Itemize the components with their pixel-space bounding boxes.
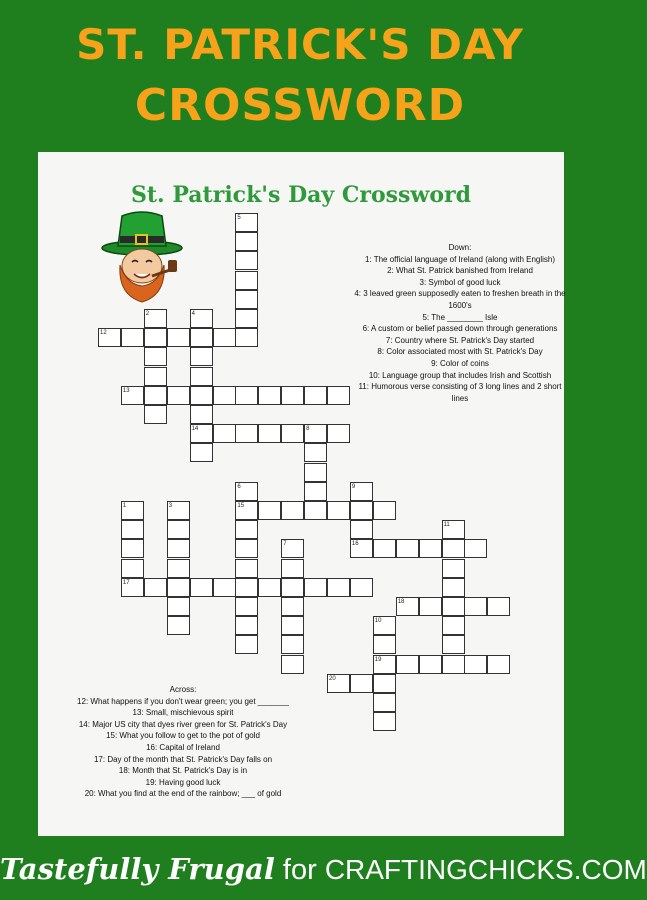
grid-cell[interactable] (281, 655, 304, 674)
grid-cell[interactable] (350, 520, 373, 539)
grid-cell[interactable] (167, 501, 190, 520)
clue-down-2: 2: What St. Patrick banished from Ireland (387, 266, 533, 276)
grid-cell[interactable] (396, 655, 419, 674)
grid-cell[interactable] (190, 309, 213, 328)
grid-cell[interactable] (167, 539, 190, 558)
footer-credit (0, 852, 647, 887)
grid-cell[interactable] (350, 578, 373, 597)
grid-cell[interactable] (442, 539, 465, 558)
grid-cell[interactable] (167, 578, 190, 597)
clue-down-6: 6: A custom or belief passed down through generations (362, 324, 558, 334)
clue-across-12: 12: What happens if you don't wear green; you get _______ (77, 696, 289, 706)
clue-down-4: 4: 3 leaved green supposedly eaten to freshen breath in the 1600's (354, 289, 566, 310)
grid-cell[interactable] (121, 578, 144, 597)
grid-cell[interactable] (121, 520, 144, 539)
grid-cell[interactable] (258, 424, 281, 443)
clue-down-11: 11: Humorous verse consisting of 3 long lines and 2 short lines (358, 382, 562, 403)
grid-cell[interactable] (373, 674, 396, 693)
clue-number: 2 (145, 311, 150, 317)
grid-cell[interactable] (304, 578, 327, 597)
grid-cell[interactable] (464, 539, 487, 558)
grid-cell[interactable] (235, 482, 258, 501)
grid-cell[interactable] (327, 386, 350, 405)
grid-cell[interactable] (121, 386, 144, 405)
grid-cell[interactable] (235, 232, 258, 251)
grid-cell[interactable] (419, 597, 442, 616)
grid-cell[interactable] (350, 674, 373, 693)
grid-cell[interactable] (258, 386, 281, 405)
grid-cell[interactable] (144, 405, 167, 424)
clue-down-5: 5: The ________ Isle (422, 312, 498, 322)
grid-cell[interactable] (281, 559, 304, 578)
clue-number: 11 (443, 522, 450, 529)
clue-across-15: 15: What you follow to get to the pot of gold (106, 731, 260, 741)
clue-number: 15 (237, 503, 245, 509)
grid-cell[interactable] (235, 520, 258, 539)
grid-cell[interactable] (327, 501, 350, 520)
grid-cell[interactable] (396, 539, 419, 558)
grid-cell[interactable] (373, 635, 396, 654)
grid-cell[interactable] (190, 424, 213, 443)
grid-cell[interactable] (190, 367, 213, 386)
grid-cell[interactable] (281, 578, 304, 597)
grid-cell[interactable] (304, 424, 327, 443)
grid-cell[interactable] (144, 386, 167, 405)
grid-cell[interactable] (144, 347, 167, 366)
clue-number: 4 (191, 311, 195, 317)
clue-number: 1 (122, 503, 127, 509)
grid-cell[interactable] (304, 482, 327, 501)
grid-cell[interactable] (235, 559, 258, 578)
clue-number: 7 (283, 541, 287, 548)
grid-cell[interactable] (304, 386, 327, 405)
clue-down-8: 8: Color associated most with St. Patrick's Day (377, 347, 543, 357)
grid-cell[interactable] (327, 578, 350, 597)
grid-cell[interactable] (144, 578, 167, 597)
grid-cell[interactable] (258, 578, 281, 597)
grid-cell[interactable] (281, 424, 304, 443)
clue-down-9: 9: Color of coins (431, 358, 489, 368)
grid-cell[interactable] (235, 309, 258, 328)
grid-cell[interactable] (281, 539, 304, 558)
clue-down-1: 1: The official language of Ireland (along with English) (364, 254, 556, 264)
grid-cell[interactable] (190, 328, 213, 347)
grid-cell[interactable] (167, 328, 190, 347)
clue-number: 20 (329, 675, 336, 682)
grid-cell[interactable] (487, 655, 510, 674)
sheet-title: St. Patrick's Day Crossword (130, 182, 471, 208)
clue-across-18: 18: Month that St. Patrick's Day is in (118, 766, 248, 776)
clue-number: 5 (237, 215, 241, 221)
banner-title-line1: ST. PATRICK'S DAY (76, 20, 524, 69)
grid-cell[interactable] (442, 597, 465, 616)
footer-joiner: for (282, 854, 317, 886)
grid-cell[interactable] (235, 578, 258, 597)
grid-cell[interactable] (144, 367, 167, 386)
grid-cell[interactable] (235, 597, 258, 616)
grid-cell[interactable] (213, 386, 236, 405)
clue-number: 14 (191, 426, 199, 433)
grid-cell[interactable] (442, 635, 465, 654)
clue-number: 10 (374, 618, 382, 625)
grid-cell[interactable] (98, 328, 121, 347)
grid-cell[interactable] (487, 597, 510, 616)
clue-number: 17 (122, 579, 130, 586)
grid-cell[interactable] (281, 501, 304, 520)
grid-cell[interactable] (235, 328, 258, 347)
grid-cell[interactable] (235, 616, 258, 635)
grid-cell[interactable] (442, 578, 465, 597)
footer-site: CRAFTINGCHICKS.COM (324, 854, 647, 885)
grid-cell[interactable] (190, 578, 213, 597)
grid-cell[interactable] (281, 635, 304, 654)
grid-cell[interactable] (350, 539, 373, 558)
grid-cell[interactable] (281, 597, 304, 616)
grid-cell[interactable] (121, 559, 144, 578)
clue-across-17: 17: Day of the month that St. Patrick's Day falls on (93, 754, 273, 764)
grid-cell[interactable] (396, 597, 419, 616)
grid-cell[interactable] (121, 328, 144, 347)
grid-cell[interactable] (373, 693, 396, 712)
grid-cell[interactable] (419, 539, 442, 558)
leprechaun-icon (98, 210, 188, 305)
grid-cell[interactable] (464, 597, 487, 616)
grid-cell[interactable] (327, 424, 350, 443)
grid-cell[interactable] (144, 309, 167, 328)
down-heading: Down: (448, 243, 472, 252)
clue-down-3: 3: Symbol of good luck (419, 277, 501, 287)
grid-cell[interactable] (235, 539, 258, 558)
clue-number: 9 (351, 483, 356, 490)
clue-across-13: 13: Small, mischievous spirit (132, 708, 234, 718)
crossword-sheet (38, 152, 564, 836)
grid-cell[interactable] (373, 501, 396, 520)
grid-cell[interactable] (190, 386, 213, 405)
grid-cell[interactable] (373, 655, 396, 674)
grid-cell[interactable] (419, 655, 442, 674)
grid-cell[interactable] (442, 616, 465, 635)
banner-title-line2: CROSSWORD (134, 80, 466, 131)
grid-cell[interactable] (213, 578, 236, 597)
grid-cell[interactable] (373, 616, 396, 635)
grid-cell[interactable] (281, 386, 304, 405)
clue-across-16: 16: Capital of Ireland (146, 742, 220, 752)
clue-down-10: 10: Language group that includes Irish and Scottish (368, 370, 552, 380)
grid-cell[interactable] (327, 674, 350, 693)
clue-across-20: 20: What you find at the end of the rainbow; ___ of gold (84, 789, 282, 799)
grid-cell[interactable] (235, 290, 258, 309)
grid-cell[interactable] (144, 328, 167, 347)
grid-cell[interactable] (167, 616, 190, 635)
grid-cell[interactable] (235, 386, 258, 405)
grid-cell[interactable] (190, 405, 213, 424)
grid-cell[interactable] (213, 424, 236, 443)
grid-cell[interactable] (304, 463, 327, 482)
grid-cell[interactable] (213, 328, 236, 347)
clue-number: 16 (351, 541, 359, 548)
footer-brand: Tastefully Frugal (0, 852, 275, 886)
clue-number: 19 (374, 656, 382, 663)
grid-cell[interactable] (442, 520, 465, 539)
clue-across-19: 19: Having good luck (145, 777, 221, 787)
grid-cell[interactable] (442, 559, 465, 578)
grid-cell[interactable] (464, 655, 487, 674)
grid-cell[interactable] (350, 501, 373, 520)
grid-cell[interactable] (373, 712, 396, 731)
grid-cell[interactable] (304, 501, 327, 520)
grid-cell[interactable] (167, 597, 190, 616)
grid-cell[interactable] (190, 347, 213, 366)
grid-cell[interactable] (258, 501, 281, 520)
grid-cell[interactable] (235, 271, 258, 290)
grid-cell[interactable] (281, 616, 304, 635)
down-clues (354, 242, 566, 404)
clue-number: 6 (237, 483, 241, 490)
across-clues (56, 684, 310, 800)
grid-cell[interactable] (235, 213, 258, 232)
grid-cell[interactable] (235, 251, 258, 270)
grid-cell[interactable] (167, 520, 190, 539)
grid-cell[interactable] (121, 539, 144, 558)
grid-cell[interactable] (235, 501, 258, 520)
grid-cell[interactable] (121, 501, 144, 520)
grid-cell[interactable] (235, 635, 258, 654)
grid-cell[interactable] (190, 443, 213, 462)
grid-cell[interactable] (373, 539, 396, 558)
grid-cell[interactable] (235, 424, 258, 443)
clue-across-14: 14: Major US city that dyes river green for St. Patrick's Day (78, 719, 288, 729)
clue-number: 3 (168, 503, 173, 509)
grid-cell[interactable] (167, 559, 190, 578)
clue-number: 13 (122, 387, 130, 394)
grid-cell[interactable] (350, 482, 373, 501)
clue-number: 8 (306, 426, 310, 433)
clue-number: 12 (100, 330, 107, 337)
grid-cell[interactable] (304, 443, 327, 462)
across-heading: Across: (169, 685, 197, 694)
grid-cell[interactable] (442, 655, 465, 674)
clue-down-7: 7: Country where St. Patrick's Day started (385, 335, 535, 345)
grid-cell[interactable] (167, 386, 190, 405)
clue-number: 18 (397, 599, 405, 605)
